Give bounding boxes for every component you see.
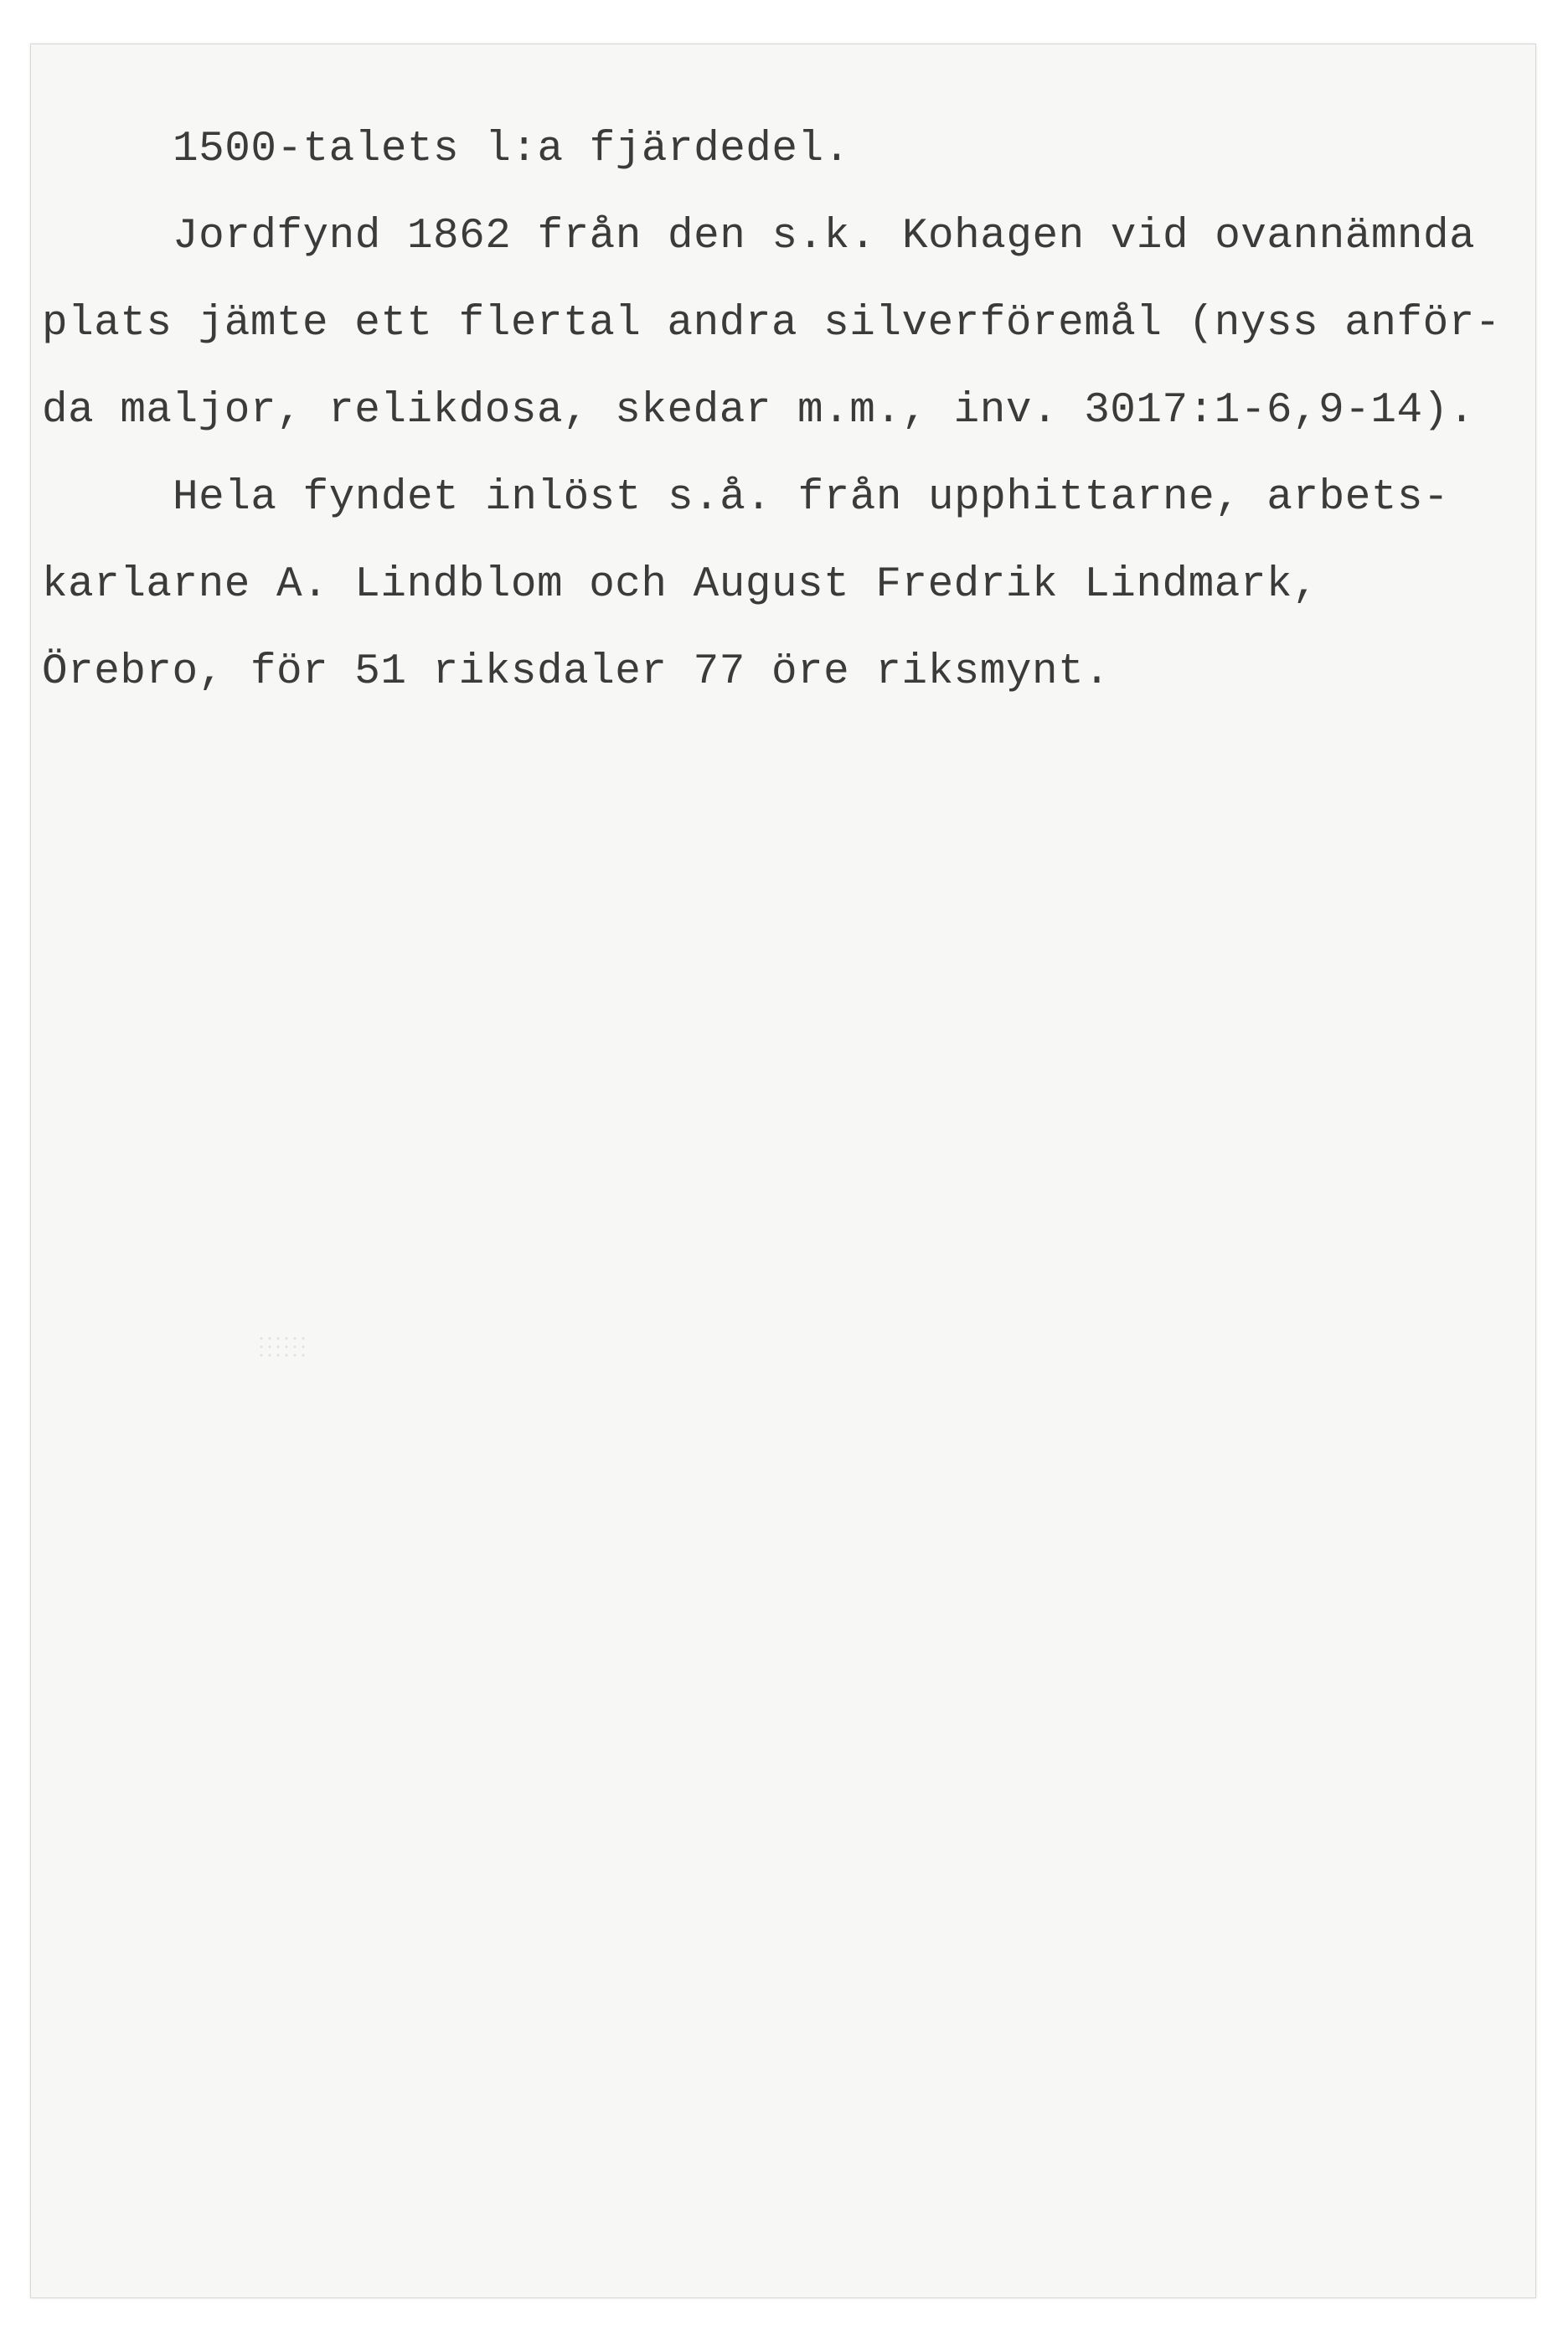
text-line-redeemed: Hela fyndet inlöst s.å. från upphittarne, arbets- — [173, 474, 1450, 522]
text-line-inventory: da maljor, relikdosa, skedar m.m., inv. 3017:1-6,9-14). — [42, 387, 1475, 435]
text-line-place: plats jämte ett flertal andra silverföremål (nyss anför- — [42, 300, 1501, 348]
text-line-finders: karlarne A. Lindblom och August Fredrik Lindmark, — [42, 561, 1319, 609]
text-line-find-description: Jordfynd 1862 från den s.k. Kohagen vid ovannämnda — [173, 213, 1476, 260]
archive-card — [30, 44, 1536, 2298]
text-line-period: 1500-talets l:a fjärdedel. — [173, 126, 850, 173]
text-line-price: Örebro, för 51 riksdaler 77 öre riksmynt. — [42, 648, 1111, 696]
paper-speckle — [257, 1334, 307, 1359]
